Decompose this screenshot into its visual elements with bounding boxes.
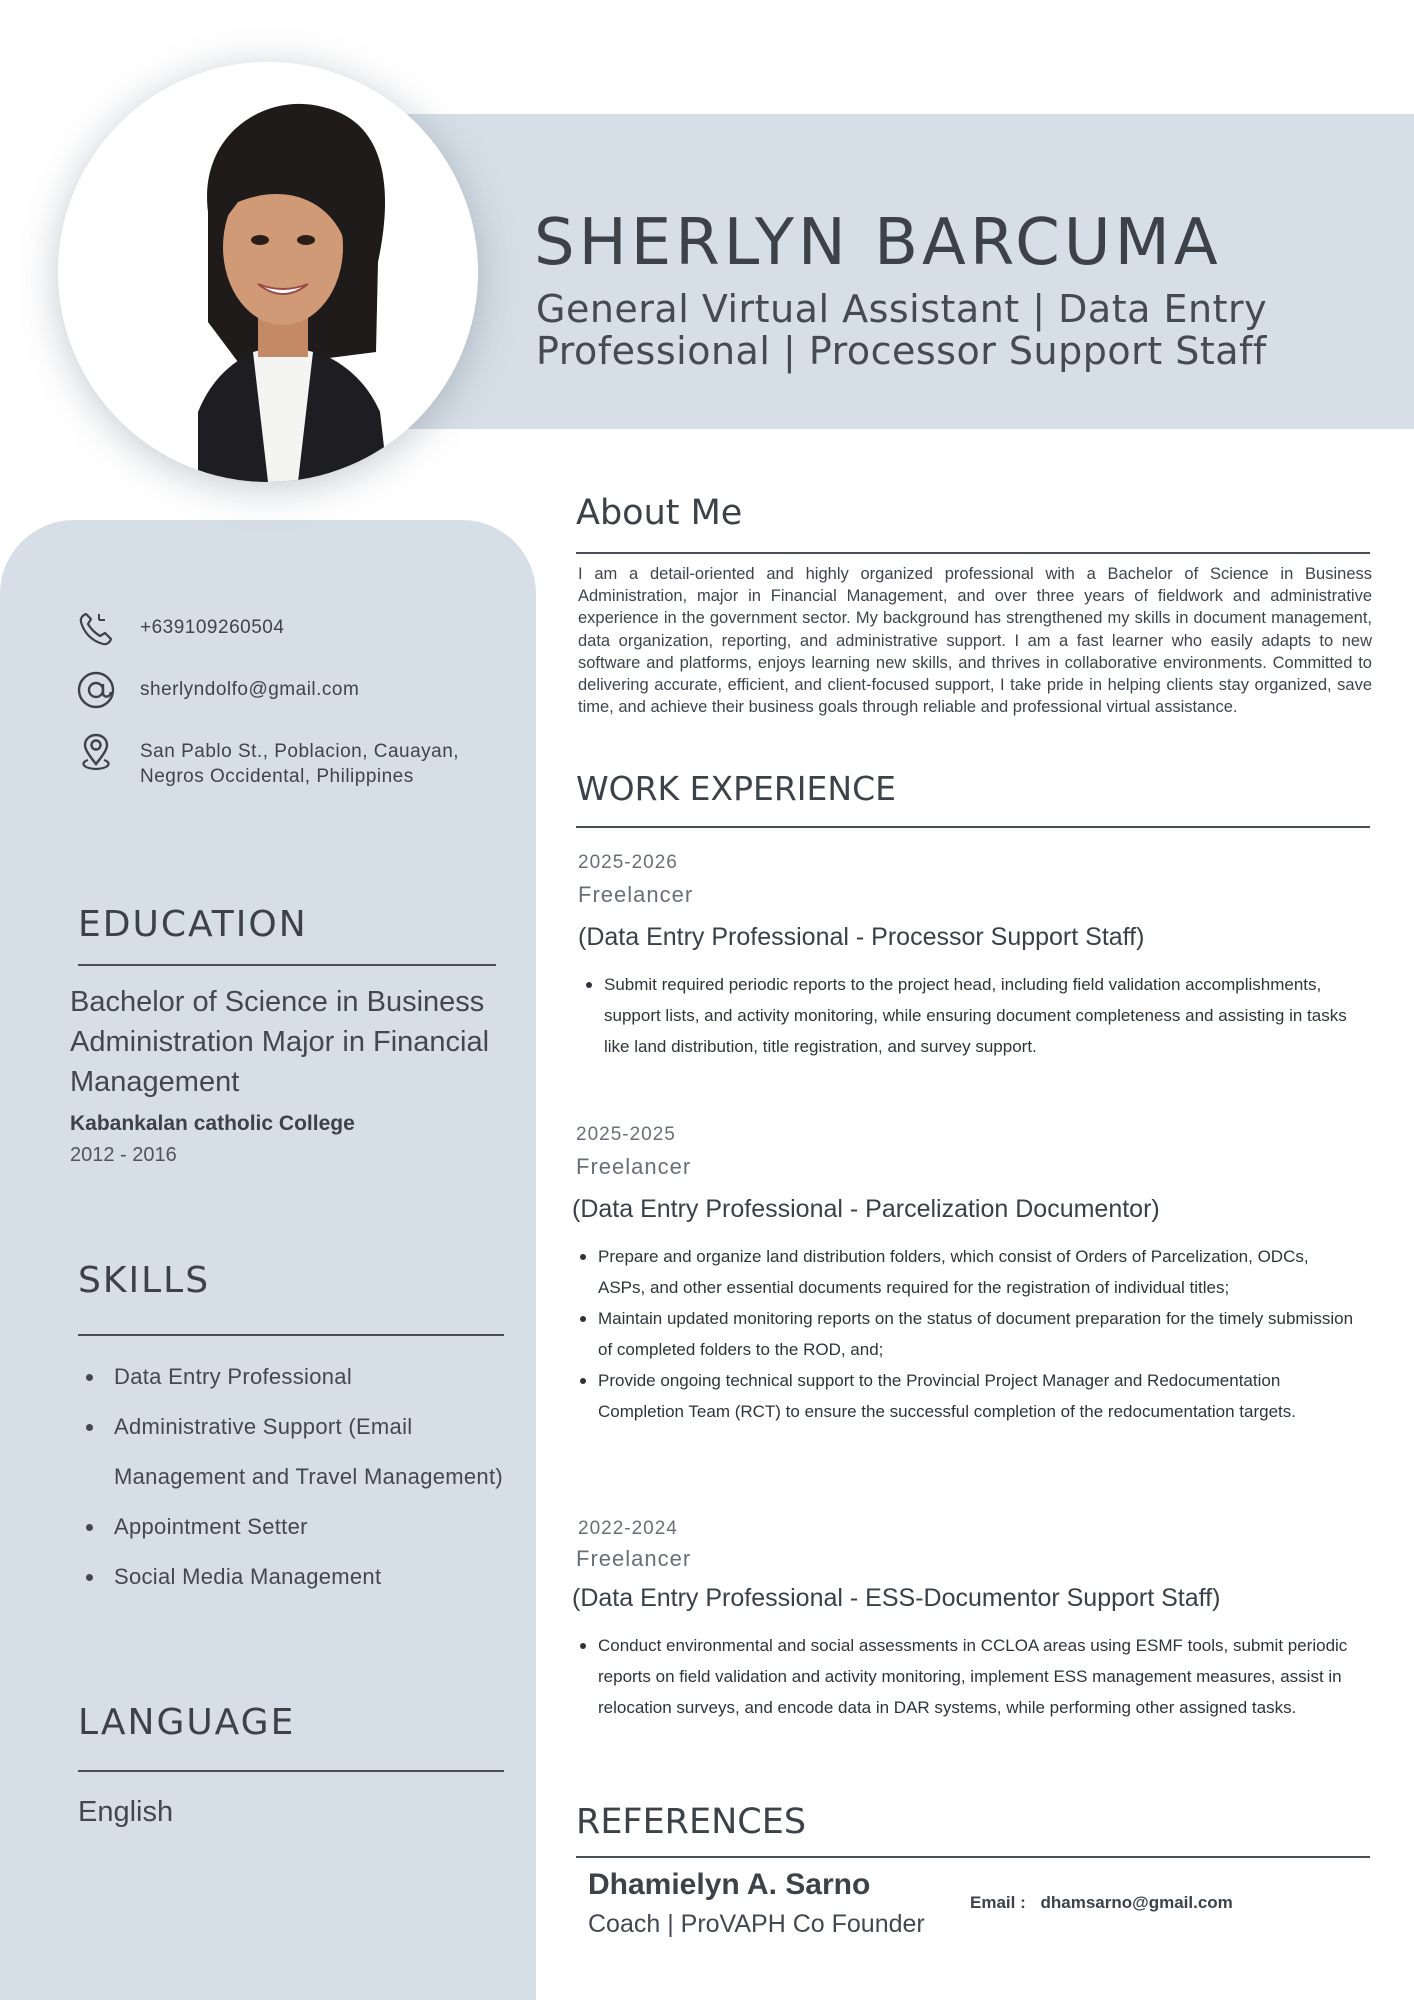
skills-divider bbox=[78, 1334, 504, 1336]
phone-icon bbox=[74, 606, 118, 650]
candidate-title: General Virtual Assistant | Data Entry Professional | Processor Support Staff bbox=[536, 287, 1268, 373]
about-divider bbox=[576, 552, 1370, 554]
contact-address bbox=[74, 730, 480, 789]
job-bullets bbox=[576, 1630, 1356, 1723]
reference-email-label: Email : bbox=[970, 1893, 1026, 1912]
skill-item: Data Entry Professional bbox=[86, 1352, 516, 1402]
job-years: 2025-2026 bbox=[578, 852, 678, 873]
job-title: (Data Entry Professional - Parcelization Documentor) bbox=[572, 1195, 1160, 1223]
portrait-image bbox=[58, 62, 478, 482]
work-divider bbox=[576, 826, 1370, 828]
job-title: (Data Entry Professional - ESS-Documentor Support Staff) bbox=[572, 1584, 1221, 1612]
job-bullet: Submit required periodic reports to the project head, including field validation accomplishments, support lists, and activity monitoring, while ensuring document completeness and assisting in tasks like land distribution, title registration, and survey support. bbox=[582, 969, 1362, 1062]
job-years: 2022-2024 bbox=[578, 1518, 678, 1539]
skill-item: Appointment Setter bbox=[86, 1502, 516, 1552]
work-heading: WORK EXPERIENCE bbox=[576, 769, 896, 808]
job-years: 2025-2025 bbox=[576, 1124, 676, 1145]
contact-email bbox=[74, 668, 359, 712]
job-company: Freelancer bbox=[576, 1546, 692, 1571]
references-heading: REFERENCES bbox=[576, 1802, 807, 1842]
email-address: sherlyndolfo@gmail.com bbox=[140, 679, 360, 700]
education-school: Kabankalan catholic College bbox=[70, 1112, 355, 1135]
sidebar-panel-fill bbox=[0, 594, 74, 2000]
skills-heading: SKILLS bbox=[78, 1260, 211, 1301]
education-heading: EDUCATION bbox=[78, 904, 308, 945]
job-company: Freelancer bbox=[576, 1154, 692, 1179]
language-value: English bbox=[78, 1796, 174, 1828]
references-divider bbox=[576, 1856, 1370, 1858]
contact-phone bbox=[74, 606, 284, 650]
about-text: I am a detail-oriented and highly organized professional with a Bachelor of Science in Business Administration, major in Financial Management, and over three years of fieldwork and administrative experience in the government sector. My background has strengthened my skills in document management, data organization, reporting, and administrative support. I am a fast learner who easily adapts to new software and platforms, enjoys learning new skills, and thrives in collaborative environments. Committed to delivering accurate, efficient, and client-focused support, I take pride in helping clients stay organized, save time, and achieve their business goals through reliable and professional virtual assistance. bbox=[578, 565, 1372, 717]
skill-item: Administrative Support (Email Management and Travel Management) bbox=[86, 1402, 516, 1502]
job-title: (Data Entry Professional - Processor Support Staff) bbox=[578, 923, 1145, 951]
job-bullets bbox=[576, 1241, 1356, 1427]
job-bullets bbox=[582, 969, 1362, 1062]
at-sign-icon bbox=[74, 668, 118, 712]
reference-name: Dhamielyn A. Sarno bbox=[588, 1868, 871, 1901]
reference-email bbox=[970, 1893, 1233, 1913]
profile-photo bbox=[58, 62, 478, 482]
phone-number: +639109260504 bbox=[140, 617, 285, 638]
job-bullet: Prepare and organize land distribution folders, which consist of Orders of Parcelization, ODCs, ASPs, and other essential documents required for the registration of individual titles; bbox=[576, 1241, 1356, 1303]
education-years: 2012 - 2016 bbox=[70, 1144, 177, 1166]
language-divider bbox=[78, 1770, 504, 1772]
location-pin-icon bbox=[74, 730, 118, 774]
education-degree: Bachelor of Science in Business Administration Major in Financial Management bbox=[70, 986, 490, 1098]
language-heading: LANGUAGE bbox=[78, 1702, 296, 1743]
education-divider bbox=[78, 964, 496, 966]
address-text: San Pablo St., Poblacion, Cauayan, Negros Occidental, Philippines bbox=[140, 741, 460, 787]
job-company: Freelancer bbox=[578, 882, 694, 907]
skills-list bbox=[86, 1352, 516, 1602]
reference-role: Coach | ProVAPH Co Founder bbox=[588, 1910, 925, 1938]
about-heading: About Me bbox=[576, 493, 743, 533]
job-bullet: Maintain updated monitoring reports on the status of document preparation for the timely submission of completed folders to the ROD, and; bbox=[576, 1303, 1356, 1365]
skill-item: Social Media Management bbox=[86, 1552, 516, 1602]
job-bullet: Conduct environmental and social assessments in CCLOA areas using ESMF tools, submit periodic reports on field validation and activity monitoring, implement ESS management measures, assist in relocation surveys, and encode data in DAR systems, while performing other assigned tasks. bbox=[576, 1630, 1356, 1723]
reference-email-value[interactable]: dhamsarno@gmail.com bbox=[1040, 1893, 1233, 1912]
job-bullet: Provide ongoing technical support to the Provincial Project Manager and Redocumentation Completion Team (RCT) to ensure the successful completion of the redocumentation targets. bbox=[576, 1365, 1356, 1427]
candidate-name: SHERLYN BARCUMA bbox=[534, 206, 1222, 280]
